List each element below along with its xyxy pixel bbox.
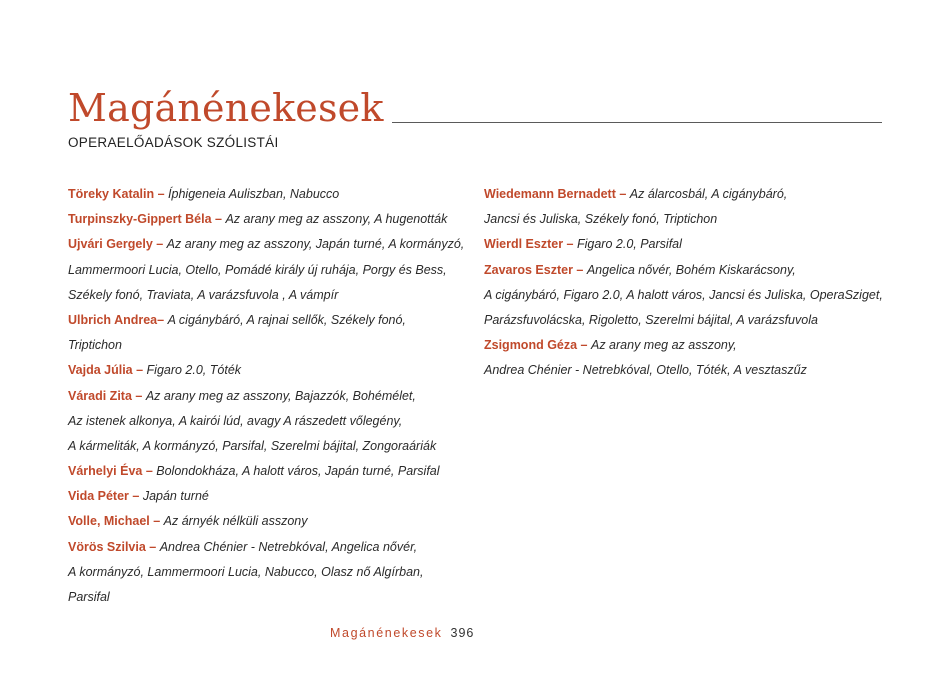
performance-list: Az istenek alkonya, A kairói lúd, avagy A rászedett vőlegény, [68, 413, 403, 428]
left-column [68, 182, 468, 610]
performance-list: Az álarcosbál, A cigánybáró, [629, 187, 788, 201]
name-separator: – [128, 489, 143, 504]
singer-entry [484, 232, 904, 257]
singer-name: Turpinszky-Gippert Béla [68, 212, 212, 227]
singer-entry-continuation [484, 283, 904, 308]
performance-list: Székely fonó, Traviata, A varázsfuvola , A vámpír [68, 287, 339, 302]
performance-list: Íphigeneia Auliszban, Nabucco [168, 187, 340, 201]
singer-entry-continuation [68, 333, 468, 358]
singer-name: Wiedemann Bernadett [484, 187, 616, 201]
name-separator: – [157, 312, 168, 327]
name-separator: – [563, 237, 577, 252]
page-number: 396 [450, 626, 475, 640]
performance-list: Bolondokháza, A halott város, Japán turné, Parsifal [156, 464, 440, 479]
singer-name: Volle, Michael [68, 514, 150, 529]
name-separator: – [131, 388, 146, 403]
name-separator: – [149, 514, 164, 529]
footer-section-title: Magánénekesek [330, 626, 443, 640]
singer-entry-continuation [68, 258, 468, 283]
singer-entry-continuation [484, 358, 904, 383]
performance-list: Figaro 2.0, Parsifal [576, 237, 682, 252]
singer-name: Zsigmond Géza [484, 338, 578, 353]
name-separator: – [132, 363, 147, 378]
performance-list: A kormányzó, Lammermoori Lucia, Nabucco, Olasz nő Algírban, [68, 564, 424, 579]
performance-list: Lammermoori Lucia, Otello, Pomádé király új ruhája, Porgy és Bess, [68, 262, 447, 277]
singer-entry [68, 459, 468, 484]
performance-list: Triptichon [68, 338, 122, 353]
name-separator: – [577, 338, 591, 353]
performance-list: Jancsi és Juliska, Székely fonó, Triptichon [484, 212, 718, 227]
name-separator: – [145, 539, 160, 554]
page-header [68, 86, 882, 130]
name-separator: – [142, 464, 157, 479]
right-column [484, 182, 904, 384]
name-separator: – [154, 187, 169, 201]
performance-list: Parázsfuvolácska, Rigoletto, Szerelmi bájital, A varázsfuvola [484, 312, 818, 327]
singer-name: Váradi Zita [68, 388, 132, 403]
singer-entry-continuation [68, 409, 468, 434]
singer-name: Vajda Júlia [68, 363, 133, 378]
singer-name: Ujvári Gergely [68, 237, 153, 252]
performance-list: Angelica nővér, Bohém Kiskarácsony, [586, 262, 796, 277]
performance-list: Figaro 2.0, Tóték [146, 363, 242, 378]
singer-entry-continuation [484, 207, 904, 232]
singer-name: Zavaros Eszter [484, 262, 573, 277]
singer-entry [68, 484, 468, 509]
performance-list: Az arany meg az asszony, Japán turné, A kormányzó, [166, 237, 465, 252]
singer-entry [484, 333, 904, 358]
singer-entry-continuation [484, 308, 904, 333]
singer-name: Vörös Szilvia [68, 539, 146, 554]
singer-entry [484, 258, 904, 283]
performance-list: Az arany meg az asszony, [590, 338, 737, 353]
singer-entry [68, 535, 468, 560]
singer-entry [68, 308, 468, 333]
performance-list: Az arany meg az asszony, Bajazzók, Bohémélet, [145, 388, 416, 403]
performance-list: Japán turné [142, 489, 209, 504]
name-separator: – [572, 262, 587, 277]
name-separator: – [152, 237, 167, 252]
performance-list: A cigánybáró, A rajnai sellők, Székely fonó, [167, 312, 406, 327]
singer-entry [68, 358, 468, 383]
singer-entry [68, 384, 468, 409]
performance-list: Andrea Chénier - Netrebkóval, Angelica nővér, [159, 539, 418, 554]
singer-name: Töreky Katalin [68, 187, 155, 201]
performance-list: Andrea Chénier - Netrebkóval, Otello, Tóték, A vesztaszűz [484, 363, 807, 378]
title-rule [392, 122, 882, 123]
singer-entry [484, 182, 904, 207]
page-subtitle: OPERAELŐADÁSOK SZÓLISTÁI [68, 135, 279, 150]
page-footer [330, 626, 474, 640]
singer-entry [68, 182, 468, 207]
singer-entry-continuation [68, 434, 468, 459]
performance-list: A cigánybáró, Figaro 2.0, A halott város, Jancsi és Juliska, OperaSziget, [484, 287, 883, 302]
singer-entry [68, 207, 468, 232]
performance-list: Az arany meg az asszony, A hugenották [225, 212, 448, 227]
singer-name: Ulbrich Andrea [68, 312, 158, 327]
singer-name: Vida Péter [68, 489, 129, 504]
page-title: Magánénekesek [68, 86, 384, 130]
singer-name: Wierdl Eszter [484, 237, 564, 252]
performance-list: Parsifal [68, 590, 110, 604]
performance-list: Az árnyék nélküli asszony [163, 514, 308, 529]
singer-name: Várhelyi Éva [68, 464, 143, 479]
performance-list: A kármeliták, A kormányzó, Parsifal, Szerelmi bájital, Zongoraáriák [68, 438, 437, 453]
name-separator: – [615, 187, 630, 201]
singer-entry-continuation [68, 283, 468, 308]
singer-entry [68, 232, 468, 257]
singer-entry-continuation [68, 560, 468, 585]
singer-entry [68, 509, 468, 534]
name-separator: – [211, 212, 226, 227]
singer-entry-continuation [68, 585, 468, 610]
